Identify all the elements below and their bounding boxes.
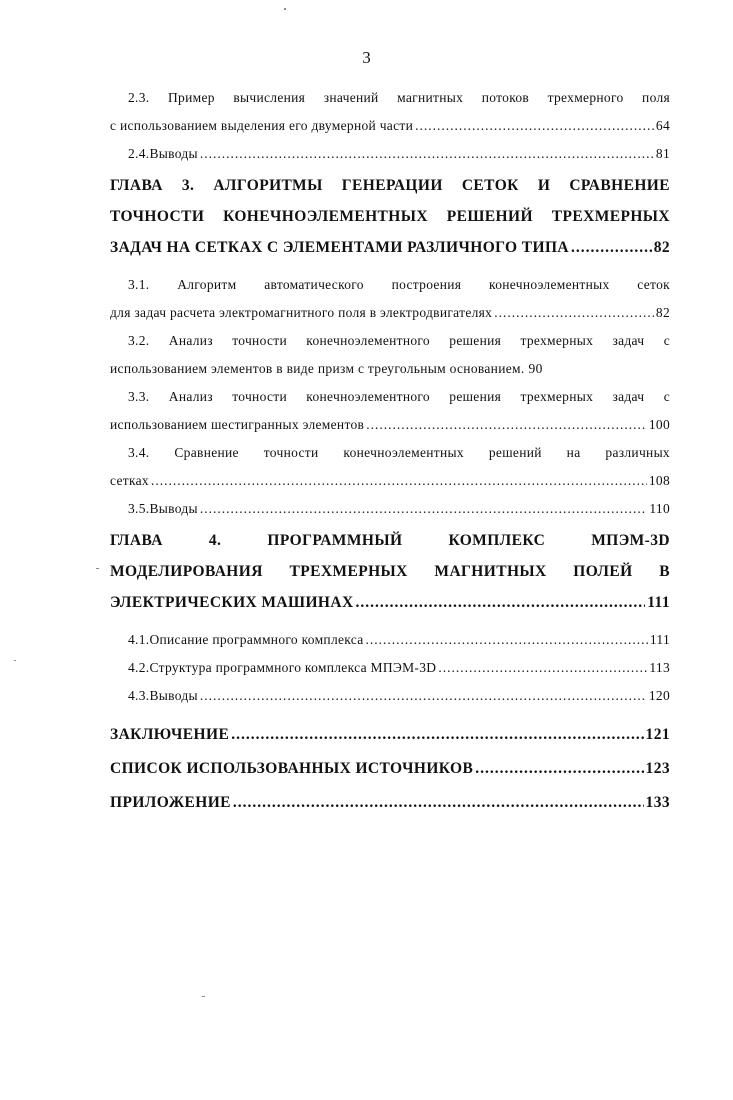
dot-leader: [366, 411, 647, 439]
section-title: Структура программного комплекса МПЭМ-3D: [149, 660, 437, 675]
section-title: Анализ точности конечноэлементного решения трехмерных задач с: [168, 389, 670, 404]
page-ref: 81: [655, 146, 670, 161]
toc-appendix: [110, 786, 670, 820]
page-ref: 64: [655, 118, 670, 133]
page-ref: 108: [648, 473, 670, 488]
page-ref: 100: [648, 417, 670, 432]
dot-leader: [356, 587, 646, 618]
toc-entry-line: [110, 271, 670, 299]
scan-mark: [284, 8, 286, 10]
dot-leader: [475, 752, 643, 786]
dot-leader: [200, 495, 647, 523]
dot-leader: [231, 718, 643, 752]
page-ref: 111: [647, 594, 670, 611]
section-number: 3.3.: [128, 389, 150, 404]
toc-entry-line: [110, 383, 670, 411]
section-title: Описание программного комплекса: [149, 632, 364, 647]
chapter-title-line: МОДЕЛИРОВАНИЯ ТРЕХМЕРНЫХ МАГНИТНЫХ ПОЛЕЙ В: [110, 563, 670, 580]
table-of-contents: [110, 84, 670, 820]
dot-leader: [571, 232, 652, 263]
toc-entry-4-3: [110, 682, 670, 710]
toc-entry-line: [110, 327, 670, 355]
section-title: Выводы: [149, 146, 198, 161]
dot-leader: [438, 654, 647, 682]
dot-leader: [415, 112, 654, 140]
scan-mark: [14, 660, 16, 661]
dot-leader: [494, 299, 654, 327]
section-title: Сравнение точности конечноэлементных решений на различных: [174, 445, 670, 460]
toc-entry-3-5: [110, 495, 670, 523]
page-ref: 121: [645, 726, 670, 743]
dot-leader: [200, 682, 647, 710]
page-ref: 111: [649, 632, 670, 647]
section-title: Анализ точности конечноэлементного решения трехмерных задач с: [168, 333, 670, 348]
dot-leader: [366, 626, 648, 654]
page-number: 3: [362, 48, 371, 67]
section-title: Пример вычисления значений магнитных потоков трехмерного поля: [168, 90, 670, 105]
section-title: СПИСОК ИСПОЛЬЗОВАННЫХ ИСТОЧНИКОВ: [110, 760, 474, 777]
toc-entry-2-4: [110, 140, 670, 168]
section-title: ЗАКЛЮЧЕНИЕ: [110, 726, 230, 743]
toc-entry-4-1: [110, 626, 670, 654]
section-title-cont: использованием шестигранных элементов: [110, 417, 365, 432]
section-number: 3.2.: [128, 333, 150, 348]
toc-entry-3-2: [110, 327, 670, 383]
page-ref: 82: [653, 239, 670, 256]
section-number: 4.3.: [128, 688, 150, 703]
dot-leader: [200, 140, 654, 168]
toc-chapter-4: [110, 525, 670, 618]
section-title: ПРИЛОЖЕНИЕ: [110, 794, 231, 811]
toc-entry-2-3: [110, 84, 670, 140]
toc-chapter-3: [110, 170, 670, 263]
section-title-cont: с использованием выделения его двумерной части: [110, 118, 414, 133]
section-title-cont: для задач расчета электромагнитного поля в электродвигателях: [110, 305, 493, 320]
page-ref: 133: [645, 794, 670, 811]
page-ref: 82: [655, 305, 670, 320]
toc-sources: [110, 752, 670, 786]
page-ref: 120: [648, 688, 670, 703]
section-number: 2.3.: [128, 90, 150, 105]
toc-entry-3-1: [110, 271, 670, 327]
section-number: 3.4.: [128, 445, 150, 460]
dot-leader: [151, 467, 647, 495]
section-title: Выводы: [149, 688, 198, 703]
toc-conclusion: [110, 718, 670, 752]
section-number: 4.1.: [128, 632, 150, 647]
page-ref: 113: [649, 660, 670, 675]
chapter-title-line: ТОЧНОСТИ КОНЕЧНОЭЛЕМЕНТНЫХ РЕШЕНИЙ ТРЕХМЕРНЫХ: [110, 208, 670, 225]
page-ref: 90: [528, 361, 543, 376]
scan-mark: [202, 996, 205, 997]
section-title-cont: использованием элементов в виде призм с треугольным основанием.: [110, 361, 525, 376]
section-number: 4.2.: [128, 660, 150, 675]
section-title-cont: сетках: [110, 473, 149, 488]
toc-entry-4-2: [110, 654, 670, 682]
toc-entry-3-3: [110, 383, 670, 439]
toc-entry-line: [110, 84, 670, 112]
section-number: 2.4.: [128, 146, 150, 161]
scan-mark: [96, 568, 99, 569]
chapter-title-line: ГЛАВА 4. ПРОГРАММНЫЙ КОМПЛЕКС МПЭМ-3D: [110, 532, 670, 549]
chapter-title-line: ЗАДАЧ НА СЕТКАХ С ЭЛЕМЕНТАМИ РАЗЛИЧНОГО ТИПА: [110, 239, 570, 256]
toc-entry-line: [110, 439, 670, 467]
dot-leader: [233, 786, 644, 820]
section-number: 3.1.: [128, 277, 150, 292]
page-ref: 110: [649, 501, 670, 516]
chapter-title-line: ЭЛЕКТРИЧЕСКИХ МАШИНАХ: [110, 594, 354, 611]
section-number: 3.5.: [128, 501, 150, 516]
section-title: Алгоритм автоматического построения конечноэлементных сеток: [177, 277, 670, 292]
section-title: Выводы: [149, 501, 198, 516]
toc-entry-3-4: [110, 439, 670, 495]
page-ref: 123: [645, 760, 670, 777]
chapter-title-line: ГЛАВА 3. АЛГОРИТМЫ ГЕНЕРАЦИИ СЕТОК И СРАВНЕНИЕ: [110, 177, 670, 194]
